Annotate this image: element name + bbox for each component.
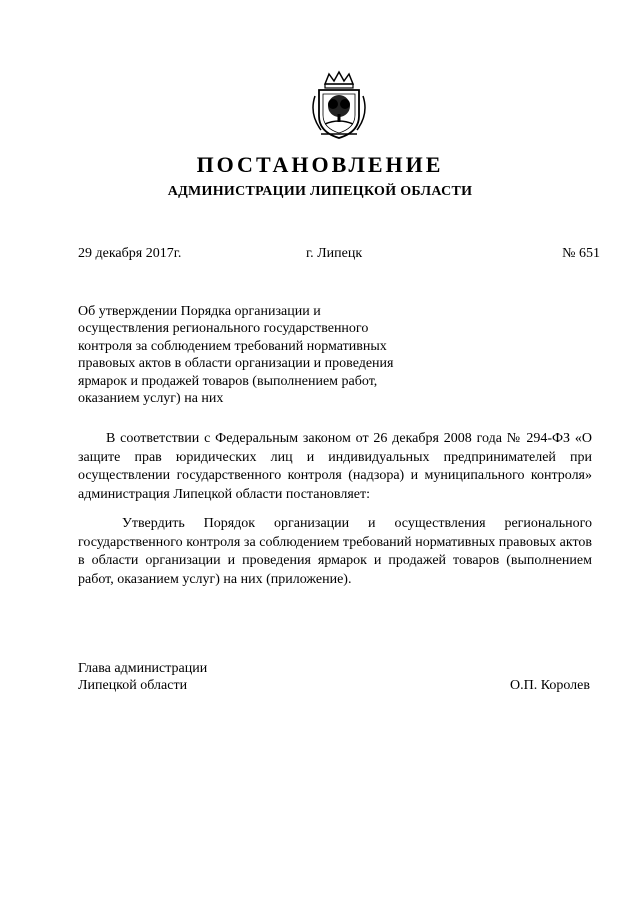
document-title: ПОСТАНОВЛЕНИЕ (196, 152, 444, 177)
subject-line: ярмарок и продажей товаров (выполнением работ, (78, 373, 378, 389)
subject-line: осуществления регионального государственного (78, 321, 369, 337)
signatory-name: О.П. Королев (510, 678, 590, 693)
signatory-position-line: Глава администрации (78, 661, 208, 676)
document-subtitle: АДМИНИСТРАЦИИ ЛИПЕЦКОЙ ОБЛАСТИ (167, 184, 473, 199)
subject-line: контроля за соблюдением требований нормативных (78, 338, 387, 354)
signatory-position-line: Липецкой области (78, 678, 188, 694)
signatory-position (78, 660, 207, 695)
subject-line: Об утверждении Порядка организации и (78, 304, 321, 319)
coat-of-arms-icon (303, 70, 375, 142)
body-paragraph-resolution: Утвердить Порядок организации и осуществления регионального государственного контроля за соблюдением требований нормативных правовых актов в области организации и проведения ярмарок и продажей товаров (выполнением работ, оказанием услуг) на них (приложение). (78, 516, 592, 587)
subject-line: оказанием услуг) на них (78, 391, 224, 407)
subject-line: правовых актов в области организации и проведения (78, 356, 394, 372)
document-subject (78, 303, 418, 407)
document-number: № 651 (562, 246, 600, 261)
document-city: г. Липецк (306, 246, 363, 261)
document-date: 29 декабря 2017г. (78, 246, 182, 261)
body-paragraph-preamble: В соответствии с Федеральным законом от 26 декабря 2008 года № 294-ФЗ «О защите прав юридических лиц и индивидуальных предпринимателей при осуществлении государственного контроля (надзора) и муниципального контроля» администрация Липецкой области постановляет: (78, 431, 592, 502)
